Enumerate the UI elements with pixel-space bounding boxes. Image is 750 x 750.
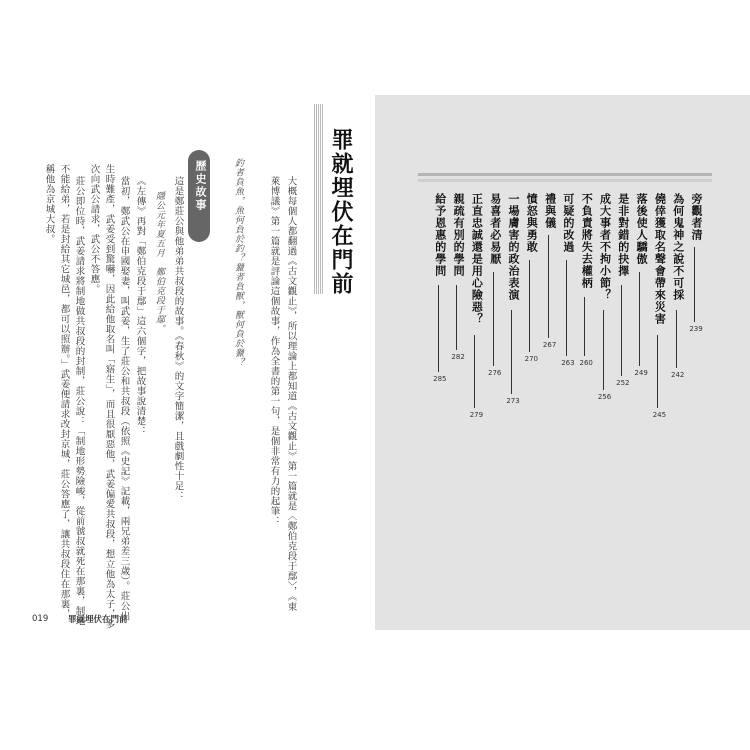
toc-page-number: 242 <box>671 371 685 379</box>
toc-item-title[interactable]: 落後使人驕傲 <box>635 193 649 265</box>
toc-item-title[interactable]: 為何鬼神之說不可採 <box>671 193 685 301</box>
toc-item-title[interactable]: 憤怒與勇敢 <box>525 193 539 253</box>
toc-page-number: 263 <box>561 359 575 367</box>
chapter-title: 罪就埋伏在門前 <box>328 128 354 296</box>
toc-item-title[interactable]: 親疏有別的學問 <box>452 193 466 277</box>
toc-leader-line <box>676 310 677 369</box>
toc-item-title[interactable]: 成大事者不拘小節？ <box>598 193 612 301</box>
story-line: 這是鄭莊公與他弟弟共叔段的故事。《春秋》的文字簡潔，且戲劇性十足： <box>172 176 184 502</box>
toc-leader-line <box>493 272 494 366</box>
toc-item-title[interactable]: 易喜者必易厭 <box>488 193 502 265</box>
toc-page-number: 273 <box>506 397 520 405</box>
toc-item-title[interactable]: 可疑的改過 <box>561 193 575 253</box>
quote-line: 釣者負魚，魚何負於釣？獵者負獸，獸何負於獵？ <box>233 158 243 367</box>
story-line: 不能給弟，若是封給其它城邑，都可以照辦。」武姜便請求改封京城，莊公答應了，讓共叔段住在那裏， <box>58 164 70 620</box>
story-line: 《左傳》再對「鄭伯克段于鄢」這六個字，把故事說清楚： <box>134 176 146 436</box>
running-title: 罪就埋伏在門前 <box>68 615 128 625</box>
toc-leader-line <box>438 285 439 373</box>
toc-item-title[interactable]: 一場膚害的政治表演 <box>507 193 520 301</box>
toc-page-number: 252 <box>616 379 630 387</box>
section-label: 歷史故事 <box>194 160 207 212</box>
toc-page-number: 249 <box>634 369 648 377</box>
toc-leader-line <box>657 335 658 409</box>
toc-leader-line <box>621 285 622 377</box>
toc-page-number: 285 <box>433 375 447 383</box>
toc-page-number: 270 <box>524 355 538 363</box>
toc-item-title[interactable]: 正直忠誠還是用心險惡？ <box>470 193 484 325</box>
section-badge <box>188 150 210 242</box>
page-number: 019 <box>32 614 49 624</box>
toc-page-number: 256 <box>597 393 612 401</box>
toc-page-number: 239 <box>689 325 703 333</box>
toc-page-number: 267 <box>542 341 557 349</box>
toc-decoration-bar <box>418 173 712 176</box>
toc-leader-line <box>548 235 549 339</box>
toc-page-number: 276 <box>488 369 502 377</box>
toc-item-title[interactable]: 旁觀者清 <box>690 193 703 241</box>
toc-item-title[interactable]: 僥倖獲取名聲會帶來災害 <box>653 193 667 325</box>
toc-page-number: 260 <box>579 359 593 367</box>
story-line: 當初，鄭武公在申國娶妻，叫武姜，生了莊公和共叔段（依照《史記》記載，兩兄弟差三歲）。莊公出 <box>118 176 130 622</box>
toc-item-title[interactable]: 給予恩惠的學問 <box>433 193 447 277</box>
story-line: 稱他為京城大叔。 <box>43 164 55 244</box>
toc-decoration-bar <box>418 179 712 182</box>
toc-leader-line <box>456 285 457 351</box>
story-line: 莊公即位時，武姜請求將制地做共叔段的封制，莊公說：「制地形勢險峻，從前虢叔就死在那裏，制地 <box>73 176 85 626</box>
body-line: 大概每個人都翻過《古文觀止》，所以理論上都知道《古文觀止》第一篇就是〈鄭伯克段于鄢〉，《東 <box>285 176 297 612</box>
toc-leader-line <box>639 272 640 366</box>
toc-leader-line <box>603 310 604 391</box>
title-decoration <box>314 104 323 294</box>
toc-item-title[interactable]: 禮與儀 <box>543 193 557 229</box>
story-line: 次向武公請求，武公不答應。 <box>88 164 100 294</box>
toc-page-number: 279 <box>469 411 484 419</box>
toc-item-title[interactable]: 不負責將失去權柄 <box>580 193 594 289</box>
toc-leader-line <box>511 310 512 395</box>
toc-leader-line <box>694 247 695 322</box>
toc-page-number: 245 <box>652 411 667 419</box>
toc-leader-line <box>474 335 475 409</box>
toc-leader-line <box>584 297 585 356</box>
toc-leader-line <box>529 260 530 353</box>
story-line: 隱公元年夏五月 鄭伯克段于鄢。 <box>154 191 164 334</box>
body-line: 萊博議》第一篇就是評論這個故事，作為全書的第一句，是個非常有力的起筆： <box>268 176 280 526</box>
toc-item-title[interactable]: 是非對錯的抉擇 <box>616 193 630 277</box>
toc-page-number: 282 <box>451 353 465 361</box>
toc-leader-line <box>566 260 567 357</box>
story-line: 生時難產，武姜受到驚嚇，因此給他取名叫「寤生」，而且很厭惡他，武姜偏愛共叔段，想立他為太子，多 <box>103 164 115 630</box>
